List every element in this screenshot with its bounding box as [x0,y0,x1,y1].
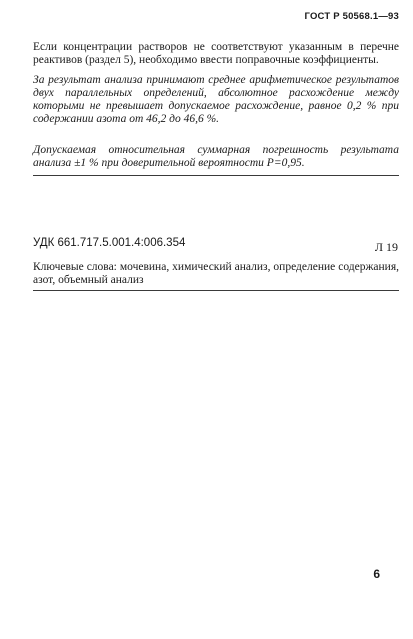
paragraph-concentration-correction: Если концентрации растворов не соответствуют указанным в перечне реактивов (раздел 5), необходимо ввести поправочные коэффициенты. [33,41,399,66]
keywords: Ключевые слова: мочевина, химический анализ, определение содержания, азот, объемный анализ [33,261,399,286]
separator-line [33,175,399,176]
classification-code: Л 19 [374,240,398,254]
separator-line [33,290,399,291]
document-header: ГОСТ Р 50568.1—93 [304,11,399,22]
udk-code: УДК 661.717.5.001.4:006.354 [33,237,186,249]
page-number: 6 [373,567,380,581]
paragraph-analysis-result: За результат анализа принимают среднее арифметическое результатов двух параллельных определений, абсолютное расхождение между которыми не превышает допускаемое расхождение, равное 0,2 % при содержании азота от 46,2 до 46,6 %. [33,74,399,125]
paragraph-permissible-error: Допускаемая относительная суммарная погрешность результата анализа ±1 % при доверительной вероятности P=0,95. [33,144,399,169]
